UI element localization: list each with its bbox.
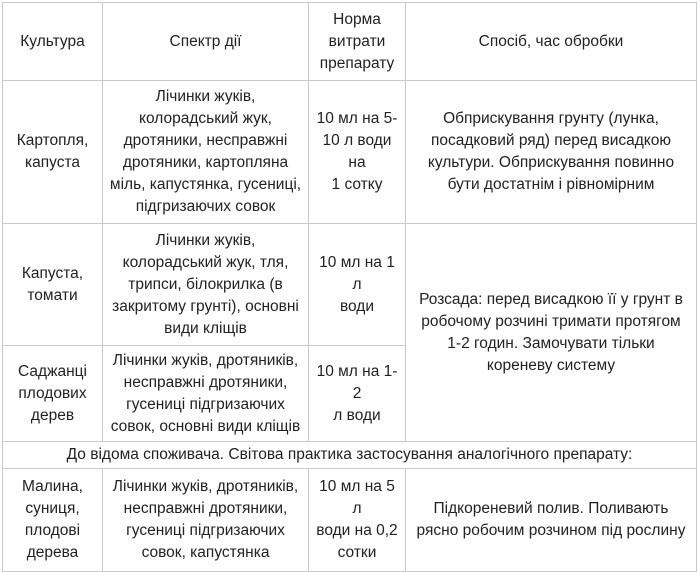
culture-cell: Саджанці плодових дерев bbox=[3, 346, 103, 442]
spectrum-cell: Лічинки жуків, колорадський жук, тля, трипси, білокрилка (в закритому грунті), основні види кліщів bbox=[103, 224, 309, 346]
header-rate: Норма витрати препарату bbox=[309, 3, 406, 81]
culture-cell: Малина, суниця, плодові дерева bbox=[3, 469, 103, 572]
table-row bbox=[3, 81, 697, 224]
spectrum-cell: Лічинки жуків, колорадський жук, дротяники, несправжні дротяники, картопляна міль, капустянка, гусениці, підгризаючих совок bbox=[103, 81, 309, 224]
table-row bbox=[3, 469, 697, 572]
rate-cell: 10 мл на 1-2 л води bbox=[309, 346, 406, 442]
spectrum-cell: Лічинки жуків, дротяників, несправжні дротяники, гусениці підгризаючих совок, основні види кліщів bbox=[103, 346, 309, 442]
header-spectrum: Спектр дії bbox=[103, 3, 309, 81]
culture-cell: Капуста, томати bbox=[3, 224, 103, 346]
header-culture: Культура bbox=[3, 3, 103, 81]
consumer-notice: До відома споживача. Світова практика застосування аналогічного препарату: bbox=[3, 442, 697, 469]
table-row bbox=[3, 224, 697, 346]
treatment-table bbox=[2, 2, 697, 572]
table-header-row bbox=[3, 3, 697, 81]
rate-cell: 10 мл на 5 л води на 0,2 сотки bbox=[309, 469, 406, 572]
header-method: Спосіб, час обробки bbox=[406, 3, 697, 81]
culture-cell: Картопля, капуста bbox=[3, 81, 103, 224]
rate-cell: 10 мл на 5- 10 л води на 1 сотку bbox=[309, 81, 406, 224]
method-cell-merged: Розсада: перед висадкою її у грунт в робочому розчині тримати протягом 1-2 годин. Замочувати тільки кореневу систему bbox=[406, 224, 697, 442]
method-cell: Підкореневий полив. Поливають рясно робочим розчином під рослину bbox=[406, 469, 697, 572]
rate-cell: 10 мл на 1 л води bbox=[309, 224, 406, 346]
method-cell: Обприскування грунту (лунка, посадковий ряд) перед висадкою культури. Обприскування повинно бути достатнім і рівномірним bbox=[406, 81, 697, 224]
spectrum-cell: Лічинки жуків, дротяників, несправжні дротяники, гусениці підгризаючих совок, капустянка bbox=[103, 469, 309, 572]
notice-row bbox=[3, 442, 697, 469]
